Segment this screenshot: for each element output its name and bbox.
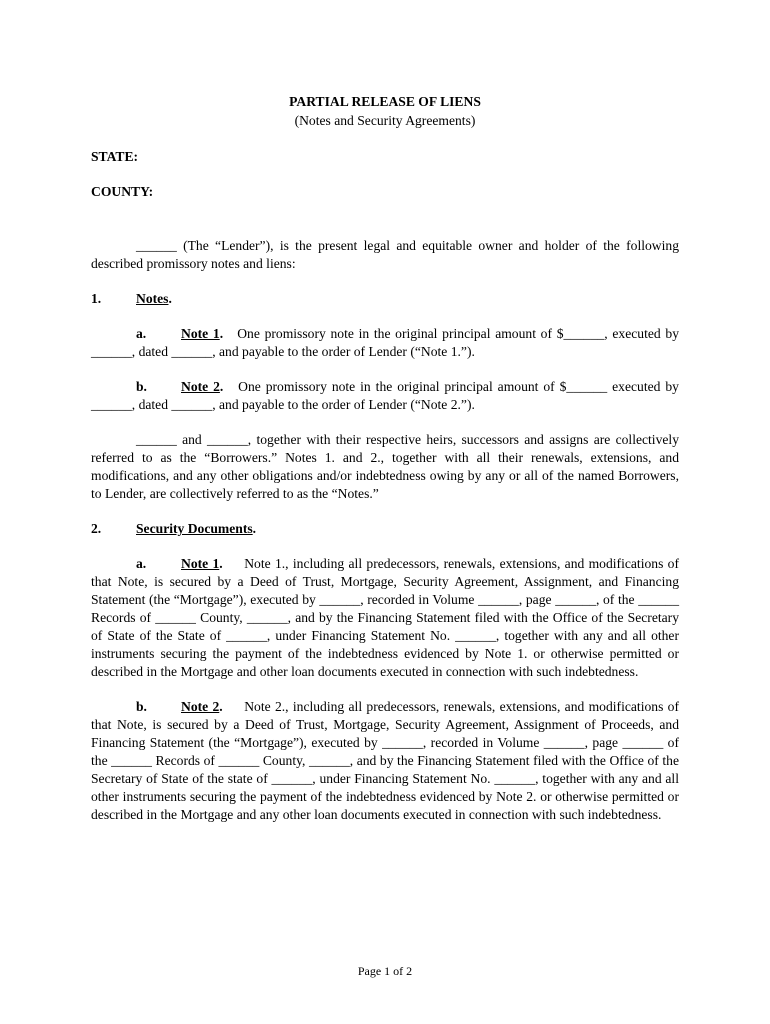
item-label: Note 1 [181,326,220,341]
item-label: Note 2 [181,379,220,394]
section-label: Notes [136,291,169,306]
state-label: STATE: [91,149,139,164]
intro-paragraph: ______ (The “Lender”), is the present legal and equitable owner and holder of the following described promissory notes and liens: [91,238,679,271]
item-letter: a. [136,556,147,571]
item-letter: b. [136,379,147,394]
item-letter: a. [136,326,147,341]
borrowers-paragraph: ______ and ______, together with their respective heirs, successors and assigns are collectively referred to as the “Borrowers.” Notes 1. and 2., together with all their renewals, extensions, and modifications, and any other obligations and/or indebtedness owing by any or all of the named Borrowers, to Lender, are collectively referred to as the “Notes.” [91,432,679,501]
section-1-heading [91,290,679,308]
document-subtitle: (Notes and Security Agreements) [294,113,476,128]
section-2-item-a [91,555,679,681]
item-letter: b. [136,699,147,714]
section-punct: . [168,291,172,306]
county-label: COUNTY: [91,184,154,199]
section-1-item-a [91,325,679,361]
section-1-item-b [91,378,679,414]
item-punct: . [219,699,223,714]
item-punct: . [219,326,224,341]
section-punct: . [252,521,257,536]
section-label: Security Documents [136,521,253,536]
document-title: PARTIAL RELEASE OF LIENS [289,94,481,109]
section-number: 2. [91,521,102,536]
document-page [91,92,679,824]
item-text: One promissory note in the original principal amount of $______ executed by ______, dated ______, and payable to the order of Lender (“Note 2.”). [91,379,679,412]
section-number: 1. [91,291,102,306]
item-text: Note 1., including all predecessors, renewals, extensions, and modifications of that Note, is secured by a Deed of Trust, Mortgage, Security Agreement, Assignment, and Financing Statement (the “Mortgage”), executed by ______, recorded in Volume ______, page ______, of the ______ Records of ______ County, ______, and by the Financing Statement filed with the Office of the Secretary of State of the State of ______, under Financing Statement No. ______, together with any and all other instruments securing the payment of the indebtedness evidenced by Note 1. or otherwise permitted or described in the Mortgage and other loan documents executed in connection with such indebtedness. [91,556,679,679]
section-2-item-b [91,698,679,824]
section-2-heading [91,520,679,538]
page-footer: Page 1 of 2 [357,964,413,978]
item-text: Note 2., including all predecessors, renewals, extensions, and modifications of that Note, is secured by a Deed of Trust, Mortgage, Security Agreement, Assignment of Proceeds, and Financing Statement (the “Mortgage”), executed by ______, recorded in Volume ______, page ______ of the ______ Records of ______ County, ______, and by the Financing Statement filed with the Office of the Secretary of State of the state of ______, under Financing Statement No. ______, together with any and all other instruments securing the payment of the indebtedness evidenced by Note 2. or otherwise permitted or described in the Mortgage and any other loan documents executed in connection with such indebtedness. [91,699,679,822]
item-text: One promissory note in the original principal amount of $______, executed by ______, dated ______, and payable to the order of Lender (“Note 1.”). [91,326,680,359]
item-punct: . [219,379,224,394]
item-punct: . [219,556,223,571]
item-label: Note 2 [181,699,220,714]
item-label: Note 1 [181,556,220,571]
